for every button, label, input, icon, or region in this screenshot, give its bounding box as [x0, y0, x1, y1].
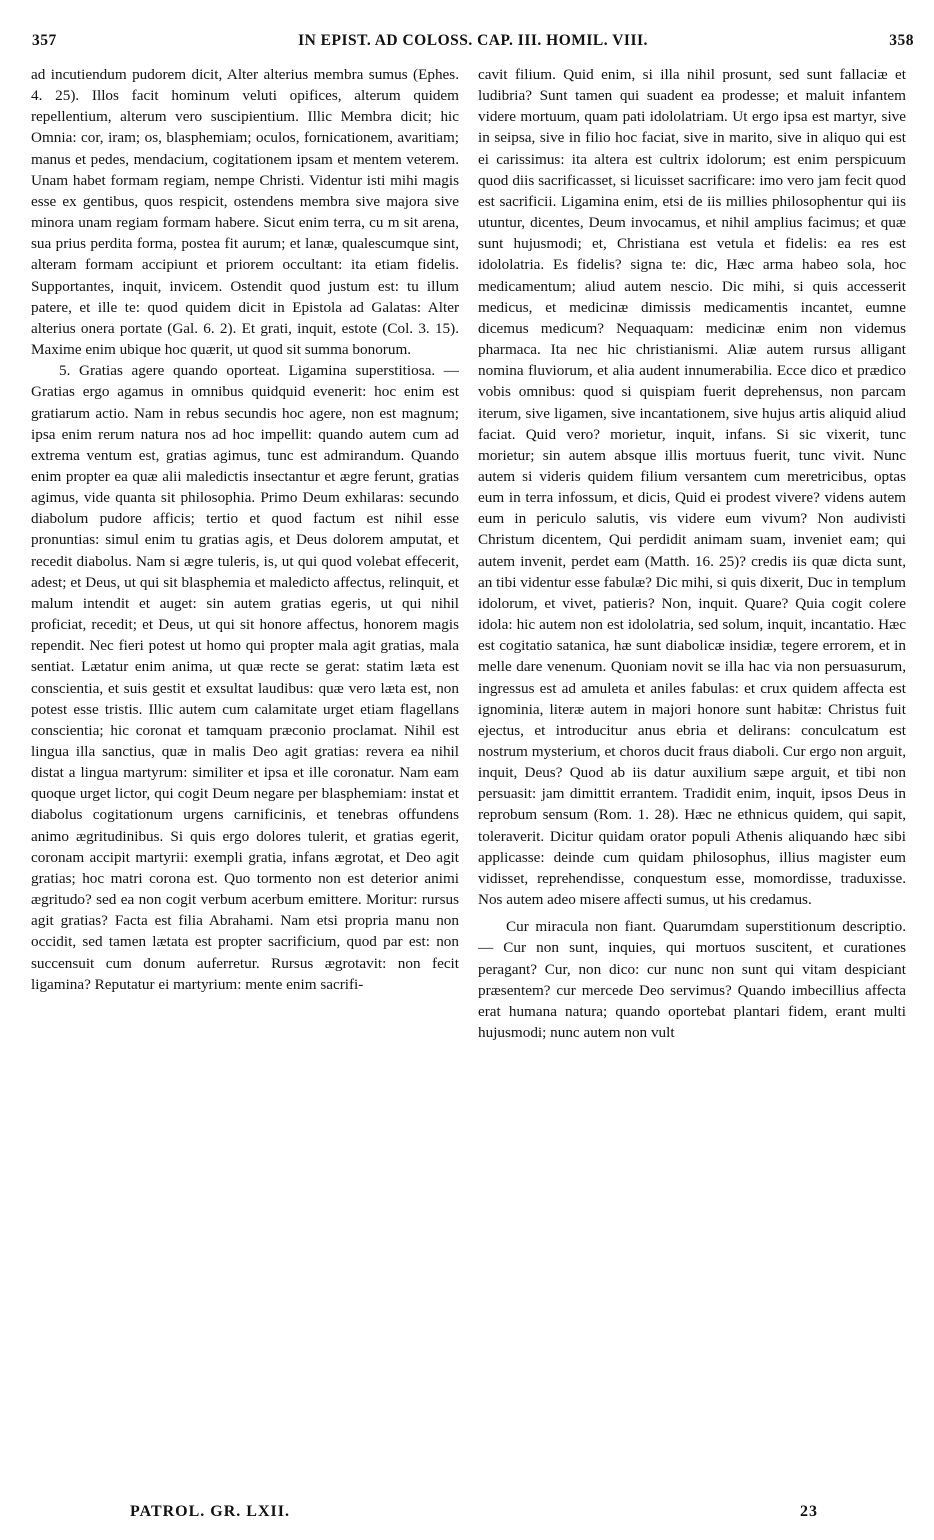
footer-signature: PATROL. GR. LXII.: [130, 1503, 290, 1520]
paragraph: 5. Gratias agere quando oporteat. Ligamina superstitiosa. — Gratias ergo agamus in omnibus quidquid evenerit: hoc enim est gratiarum actio. Nam in rebus secundis hoc agere, non est magnum; ipsa enim rerum natura nos ad hoc impellit: quando autem cum ad extrema ventum est, gratias agimus, tunc est admirandum. Quando enim propter ea quæ alii maledictis insectantur et ægre ferunt, gratias agimus, vide quanta sit philosophia. Primo Deum exhilaras: secundo diabolum pudore afficis; tertio et quod factum est nihil esse pronuntias: simul enim tu gratias agis, et Deus dolorem amputat, et recedit diabolus. Nam si ægre tuleris, is, ut qui quod volebat effecerit, adest; et Deus, ut qui sit blasphemia et maledicto affectus, relinquit, et malum intendit et auget: sin autem gratias egeris, ut qui nihil proficiat, recedit; et Deus, ut qui sit honore affectus, honorem magis rependit. Nec fieri potest ut homo qui propter mala agit gratias, mala sentiat. Lætatur enim anima, ut quæ recte se gerat: statim læta est conscientia, et suis gestit et exsultat laudibus: quæ vero læta est, non potest esse tristis. Illic autem cum calamitate urget etiam flagellans conscientia; hic coronat et tamquam præconio proclamat. Nihil est lingua illa sanctius, quæ in malis Deo agit gratias: revera ea nihil distat a lingua martyrum: similiter et ipsa et ille coronatur. Nam eam quoque urget lictor, qui cogit Deum negare per blasphemiam: instat et diabolus cogitationum urgens carnificinis, et tenebras offundens animo ægritudinibus. Si quis ergo dolores tulerit, et gratias egerit, coronam accipit martyrii: exempli gratia, infans ægrotat, et Deo agit gratias; hoc matri corona est. Quo tormento non est deterior animi ægritudo? sed ea non cogit verbum acerbum emittere. Moritur: rursus agit gratias? Facta est filia Abrahami. Nam etsi propria manu non occidit, sed tamen lætata est propter sacrificium, quod par est: non succensuit cum donum auferretur. Rursus ægrotavit: non fecit ligamina? Reputatur ei martyrium: mente enim sacrifi-: [31, 362, 459, 993]
right-column: [478, 64, 906, 1043]
footer-sheet-number: 23: [800, 1503, 818, 1520]
left-column: [31, 64, 459, 995]
paragraph: cavit filium. Quid enim, si illa nihil prosunt, sed sunt fallaciæ et ludibria? Sunt tamen qui suadent ea prodesse; et maluit infantem videre mortuum, quam pati idololatriam. Ut ergo ipsa est martyr, sive in seipsa, sive in filio hoc faciat, sive in marito, sive in aliquo qui est ei carissimus: ita altera est cultrix idolorum; est enim perspicuum quod diis sacrificasset, si licuisset sacrificare: imo vero jam fecit quod est sacrificii. Ligamina enim, etsi de iis millies philosophentur qui iis utuntur, dicentes, Deum invocamus, et nihil amplius facimus; et quæ sunt hujusmodi; et, Christiana est vetula et fidelis: ea res est idololatria. Es fidelis? signa te: dic, Hæc arma habeo sola, hoc medicamentum; aliud autem nescio. Dic mihi, si quis accesserit medicus, et medicinæ dimissis medicamentis incantet, eumne dicemus medicum? Nequaquam: medicinæ enim non videmus pharmaca. Ita nec hic christianismi. Aliæ autem rursus alligant nomina fluviorum, et alia audent innumerabilia. Ecce dico et prædico vobis omnibus: quod si quispiam fuerit deprehensus, non parcam iterum, sive ligamen, sive incantationem, sive hujus artis aliquid aliud faciat. Quid vero? morietur, inquit, infans. Si sic vixerit, tunc morietur; sin autem absque illis mortuus fuerit, tunc vivit. Nunc autem si videris quidem filium versantem cum meretricibus, optas eum in terra infossum, et dicis, Quid ei prodest vivere? videns autem eum in periculo salutis, vis videre eum vivum? Non audivisti Christum dicentem, Qui perdidit animam suam, inveniet eam; qui autem invenit, perdet eam (Matth. 16. 25)? credis iis quæ dicta sunt, an tibi videntur esse fabulæ? Dic mihi, si quis dixerit, Duc in templum idolorum, et vivet, patieris? Non, inquit. Quare? Quia cogit colere idola: hic autem non est idololatria, sed solum, inquit, incantatio. Hæc est cogitatio satanica, hæ sunt diabolicæ insidiæ, tegere errorem, et in melle dare venenum. Quoniam novit se illa hac via non persuasurum, ingressus est ad amuleta et aniles fabulas: et crux quidem affecta est ignominia, literæ autem in majori honore sunt habitæ: Christus fuit ejectus, et introducitur anus ebria et delirans: conculcatum est nostrum mysterium, et choros ducit fraus diaboli. Cur ergo non arguit, inquit, Deus? Quod ab iis datur auxilium sæpe arguit, et tibi non persuasit: jam dimittit errantem. Tradidit enim, inquit, ipsos Deus in reprobum sensum (Rom. 1. 28). Hæc ne ethnicus quidem, qui sapit, toleraverit. Dicitur quidam orator populi Athenis aliquando hæc sibi applicasse: deinde cum quidam philosophus, illius magister eum vidisset, reprehendisse, conquestum esse, momordisse, traduxisse. Nos autem adeo misere affecti sumus, ut his credamus.: [478, 66, 906, 909]
running-header: [30, 32, 916, 56]
page-number-right: 358: [889, 32, 914, 49]
page-number-left: 357: [32, 32, 57, 49]
paragraph: Cur miracula non fiant. Quarumdam superstitionum descriptio. — Cur non sunt, inquies, qui mortuos suscitent, et curationes peragant? Cur, non dico: cur nunc non sunt qui vitam despiciant præsentem? cur mercede Deo servimus? Quando imbecillius affecta erat humana natura; quando oportebat plantari fidem, erant multi hujusmodi; nunc autem non vult: [478, 918, 906, 1042]
paragraph: ad incutiendum pudorem dicit, Alter alterius membra sumus (Ephes. 4. 25). Illos facit hominum veluti opifices, alterum quidem repellentium, alterum vero suscipientium. Illic Membra dicit; hic Omnia: cor, iram; os, blasphemiam; oculos, fornicationem, avaritiam; manus et pedes, mendacium, cogitationem ipsam et mentem veterem. Unam habet formam regiam, nempe Christi. Videntur isti mihi magis esse ex gentibus, quos respicit, ostendens membra sive majora sive minora unam regiam formam habere. Sicut enim terra, cu m sit arena, sua prius perdita forma, postea fit aurum; et lanæ, qualescumque sint, alteram formam accipiunt et priorem occultant: ita etiam fidelis. Supportantes, inquit, invicem. Ostendit quod justum est: tu illum patere, et ille te: quod quidem dicit in Epistola ad Galatas: Alter alterius onera portate (Gal. 6. 2). Et grati, inquit, estote (Col. 3. 15). Maxime enim ubique hoc quærit, ut quod sit summa bonorum.: [31, 66, 459, 359]
header-title: IN EPIST. AD COLOSS. CAP. III. HOMIL. VIII.: [298, 32, 648, 49]
page-footer: [0, 1503, 934, 1527]
